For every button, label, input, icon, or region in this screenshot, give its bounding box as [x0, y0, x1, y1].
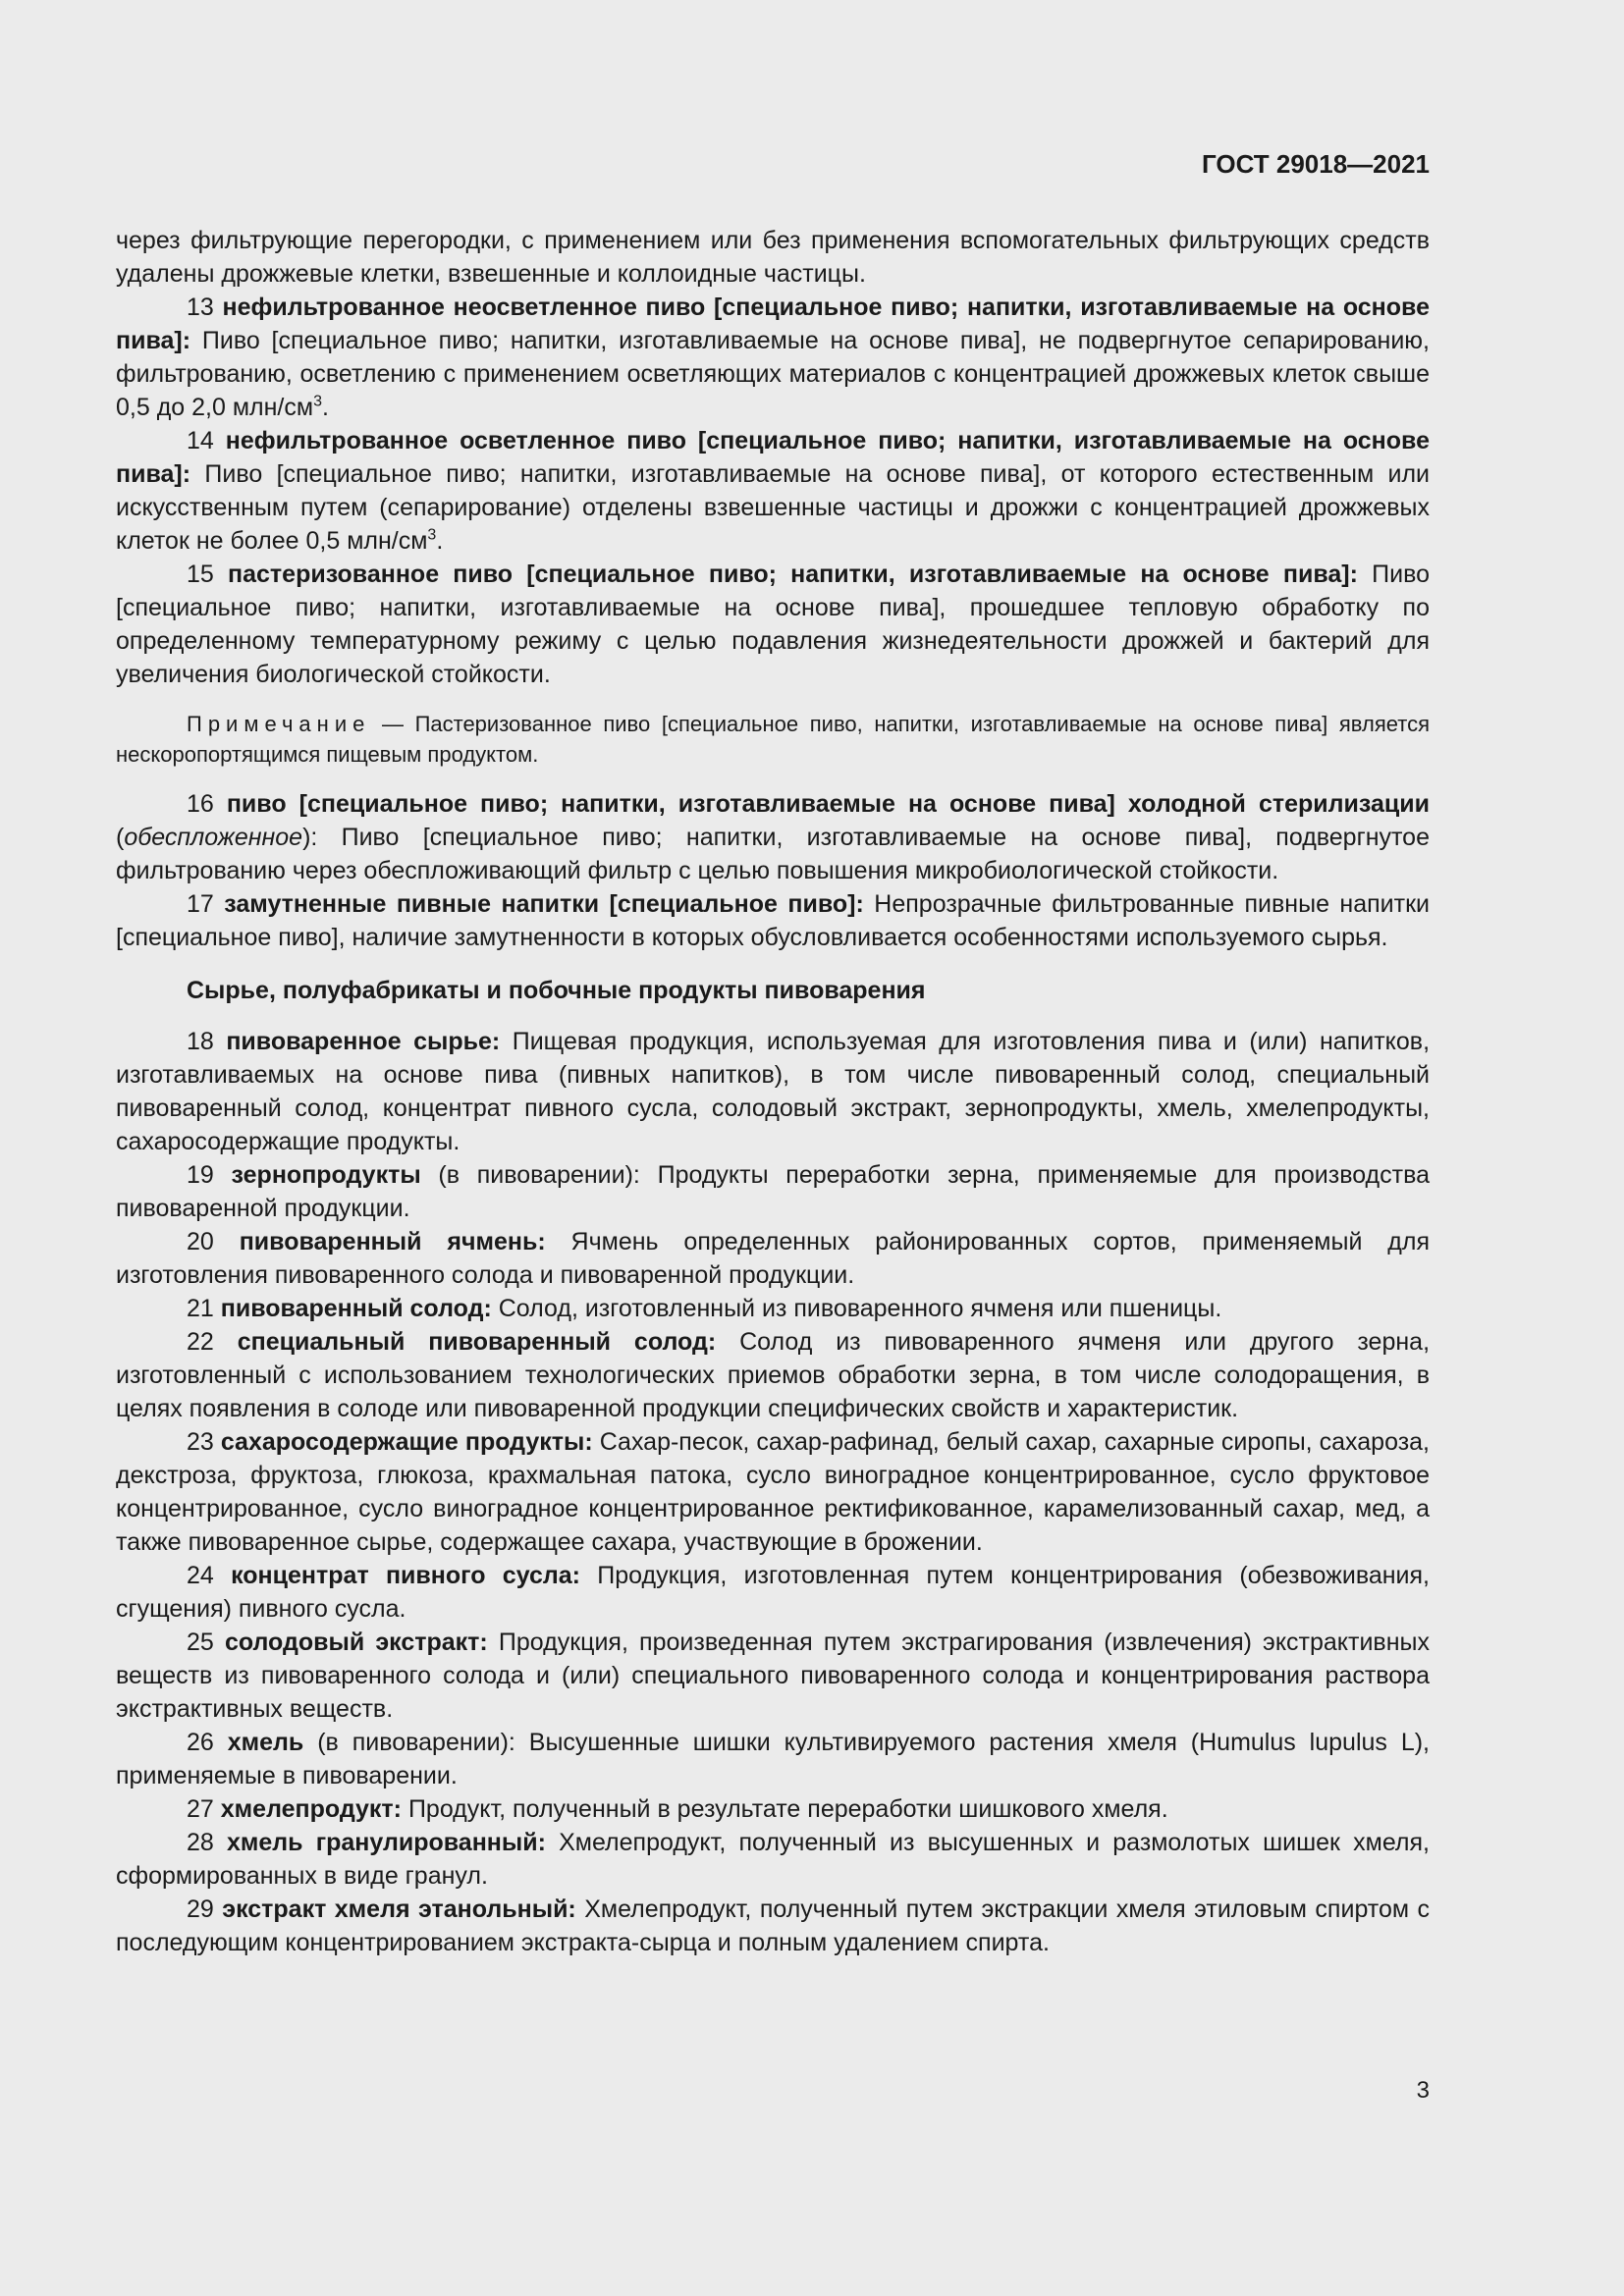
term-definition: Пиво [специальное пиво; напитки, изготавливаемые на основе пива], от которого естественным или искусственным путем (сепарирование) отделены взвешенные частицы и дрожжи с концентрацией дрожжевых клеток не более 0,5 млн/см	[116, 460, 1430, 555]
term-entry-24	[116, 1559, 1430, 1626]
term-title: концентрат пивного сусла:	[231, 1562, 581, 1589]
term-number: 20	[187, 1228, 214, 1255]
term-definition: ): Пиво [специальное пиво; напитки, изготавливаемые на основе пива], подвергнутое фильтрованию через обеспложивающий фильтр с целью повышения микробиологической стойкости.	[116, 824, 1430, 884]
term-entry-27	[116, 1792, 1430, 1826]
term-definition: Сахар-песок, сахар-рафинад, белый сахар, сахарные сиропы, сахароза, декстроза, фруктоза, глюкоза, крахмальная патока, сусло виноградное концентрированное, сусло фруктовое концентрированное, сусло виноградное концентрированное ректификованное, карамелизованный сахар, мед, а также пивоваренное сырье, содержащее сахара, участвующие в брожении.	[116, 1428, 1431, 1556]
term-entry-13: 13 нефильтрованное неосветленное пиво [специальное пиво; напитки, изготавливаемые на основе пива]: Пиво [специальное пиво; напитки, изготавливаемые на основе пива], не подвергнутое сепарированию, фильтрованию, осветлению с применением осветляющих материалов с концентрацией дрожжевых клеток свыше 0,5 до 2,0 млн/$см^3$.	[116, 294, 1430, 421]
term-title: солодовый экстракт:	[224, 1629, 488, 1656]
superscript: 3	[427, 526, 437, 544]
note-paragraph	[116, 709, 1430, 770]
term-number: 14	[187, 427, 214, 454]
term-entry-14: 14 нефильтрованное осветленное пиво [специальное пиво; напитки, изготавливаемые на основе пива]: Пиво [специальное пиво; напитки, изготавливаемые на основе пива], от которого естественным или искусственным путем (сепарирование) отделены взвешенные частицы и дрожжи с концентрацией дрожжевых клеток не более 0,5 млн/$см^3$.	[116, 427, 1431, 555]
term-definition: Хмелепродукт, полученный из высушенных и размолотых шишек хмеля, сформированных в виде гранул.	[116, 1829, 1430, 1890]
term-title: специальный пивоваренный солод:	[237, 1328, 717, 1356]
term-number: 29	[187, 1896, 214, 1923]
term-title: хмель гранулированный:	[226, 1829, 546, 1856]
term-definition: Пищевая продукция, используемая для изготовления пива и (или) напитков, изготавливаемых на основе пива (пивных напитков), в том числе пивоваренный солод, специальный пивоваренный солод, концентрат пивного сусла, солодовый экстракт, зернопродукты, хмель, хмелепродукты, сахаросодержащие продукты.	[116, 1028, 1431, 1155]
term-definition: Продукт, полученный в результате переработки шишкового хмеля.	[407, 1795, 1168, 1823]
term-number: 28	[187, 1829, 214, 1856]
term-title: нефильтрованное неосветленное пиво [специальное пиво; напитки, изготавливаемые на основе пива]:	[116, 294, 1430, 354]
term-number: 23	[187, 1428, 214, 1456]
term-definition: Продукция, изготовленная путем концентрирования (обезвоживания, сгущения) пивного сусла.	[116, 1562, 1430, 1623]
term-number: 26	[187, 1729, 214, 1756]
intro-paragraph: через фильтрующие перегородки, с применением или без применения вспомогательных фильтрующих средств удалены дрожжевые клетки, взвешенные и коллоидные частицы.	[116, 227, 1430, 288]
term-entry-15	[116, 558, 1430, 691]
term-list-a	[116, 291, 1430, 691]
term-title: пивоваренный солод:	[220, 1295, 492, 1322]
term-number: 22	[187, 1328, 214, 1356]
document-body	[116, 224, 1430, 1959]
term-synonym: обеспложенное	[124, 824, 303, 851]
term-title: нефильтрованное осветленное пиво [специальное пиво; напитки, изготавливаемые на основе пива]:	[116, 427, 1431, 488]
term-title: экстракт хмеля этанольный:	[222, 1896, 576, 1923]
section-heading: Сырье, полуфабрикаты и побочные продукты пивоварения	[187, 977, 926, 1004]
term-number: 18	[187, 1028, 214, 1055]
term-definition: Непрозрачные фильтрованные пивные напитки [специальное пиво], наличие замутненности в которых обусловливается особенностями используемого сырья.	[116, 890, 1430, 951]
term-entry-29	[116, 1893, 1430, 1959]
term-number: 21	[187, 1295, 214, 1322]
term-definition: Пиво [специальное пиво; напитки, изготавливаемые на основе пива], не подвергнутое сепарированию, фильтрованию, осветлению с применением осветляющих материалов с концентрацией дрожжевых клеток свыше 0,5 до 2,0 млн/см	[116, 327, 1430, 421]
term-title: пивоваренное сырье:	[226, 1028, 501, 1055]
term-entry-18	[116, 1025, 1430, 1158]
term-entry-26	[116, 1726, 1430, 1792]
term-definition: Солод из пивоваренного ячменя или другого зерна, изготовленный с использованием технологических приемов обработки зерна, в том числе солодоращения, в целях появления в солоде или пивоваренной продукции специфических свойств и характеристик.	[116, 1328, 1431, 1422]
term-entry-28	[116, 1826, 1430, 1893]
term-list-b	[116, 1025, 1430, 1959]
term-entry-20	[116, 1225, 1430, 1292]
term-number: 27	[187, 1795, 214, 1823]
term-title: пивоваренный ячмень:	[239, 1228, 546, 1255]
term-title: пастеризованное пиво [специальное пиво; напитки, изготавливаемые на основе пива]:	[228, 561, 1358, 588]
term-definition: Хмелепродукт, полученный путем экстракции хмеля этиловым спиртом с последующим концентрированием экстракта-сырца и полным удалением спирта.	[116, 1896, 1430, 1956]
term-entry-17	[116, 887, 1430, 954]
term-number: 24	[187, 1562, 214, 1589]
note-label: Примечание	[187, 712, 371, 736]
term-definition: Ячмень определенных районированных сортов, применяемый для изготовления пивоваренного солода и пивоваренной продукции.	[116, 1228, 1430, 1289]
term-entry-21	[116, 1292, 1430, 1325]
term-title: хмель	[227, 1729, 304, 1756]
term-number: 19	[187, 1161, 214, 1189]
term-title: сахаросодержащие продукты:	[220, 1428, 593, 1456]
term-title: замутненные пивные напитки [специальное пиво]:	[224, 890, 864, 918]
term-entry-25	[116, 1626, 1430, 1726]
term-number: 25	[187, 1629, 214, 1656]
term-title: зернопродукты	[231, 1161, 421, 1189]
term-definition: (в пивоварении): Продукты переработки зерна, применяемые для производства пивоваренной продукции.	[116, 1161, 1430, 1222]
term-title: хмелепродукт:	[220, 1795, 402, 1823]
term-number: 16	[187, 790, 214, 818]
term-definition: Пиво [специальное пиво; напитки, изготавливаемые на основе пива], прошедшее тепловую обработку по определенному температурному режиму с целью подавления жизнедеятельности дрожжей и бактерий для увеличения биологической стойкости.	[116, 561, 1430, 688]
term-number: 17	[187, 890, 214, 918]
term-definition: Продукция, произведенная путем экстрагирования (извлечения) экстрактивных веществ из пивоваренного солода и (или) специального пивоваренного солода и концентрирования раствора экстрактивных веществ.	[116, 1629, 1430, 1723]
term-number: 13	[187, 294, 214, 321]
superscript: 3	[313, 393, 322, 410]
term-number: 15	[187, 561, 214, 588]
term-definition: (в пивоварении): Высушенные шишки культивируемого растения хмеля (Humulus lupulus L), применяемые в пивоварении.	[116, 1729, 1430, 1789]
term-entry-23	[116, 1425, 1430, 1559]
term-entry-16: 16 пиво [специальное пиво; напитки, изготавливаемые на основе пива] холодной стерилизации (обеспложенное): Пиво [специальное пиво; напитки, изготавливаемые на основе пива], подвергнутое фильтрованию через обеспложивающий фильтр с целью повышения микробиологической стойкости.	[116, 790, 1430, 884]
term-title: пиво [специальное пиво; напитки, изготавливаемые на основе пива] холодной стерилизации	[226, 790, 1430, 818]
term-definition: Солод, изготовленный из пивоваренного ячменя или пшеницы.	[498, 1295, 1222, 1322]
term-entry-22	[116, 1325, 1430, 1425]
note-text: — Пастеризованное пиво [специальное пиво, напитки, изготавливаемые на основе пива] является нескоропортящимся пищевым продуктом.	[116, 712, 1430, 767]
page-number: 3	[1416, 2077, 1430, 2104]
document-code: ГОСТ 29018—2021	[1202, 149, 1430, 179]
term-entry-19	[116, 1158, 1430, 1225]
